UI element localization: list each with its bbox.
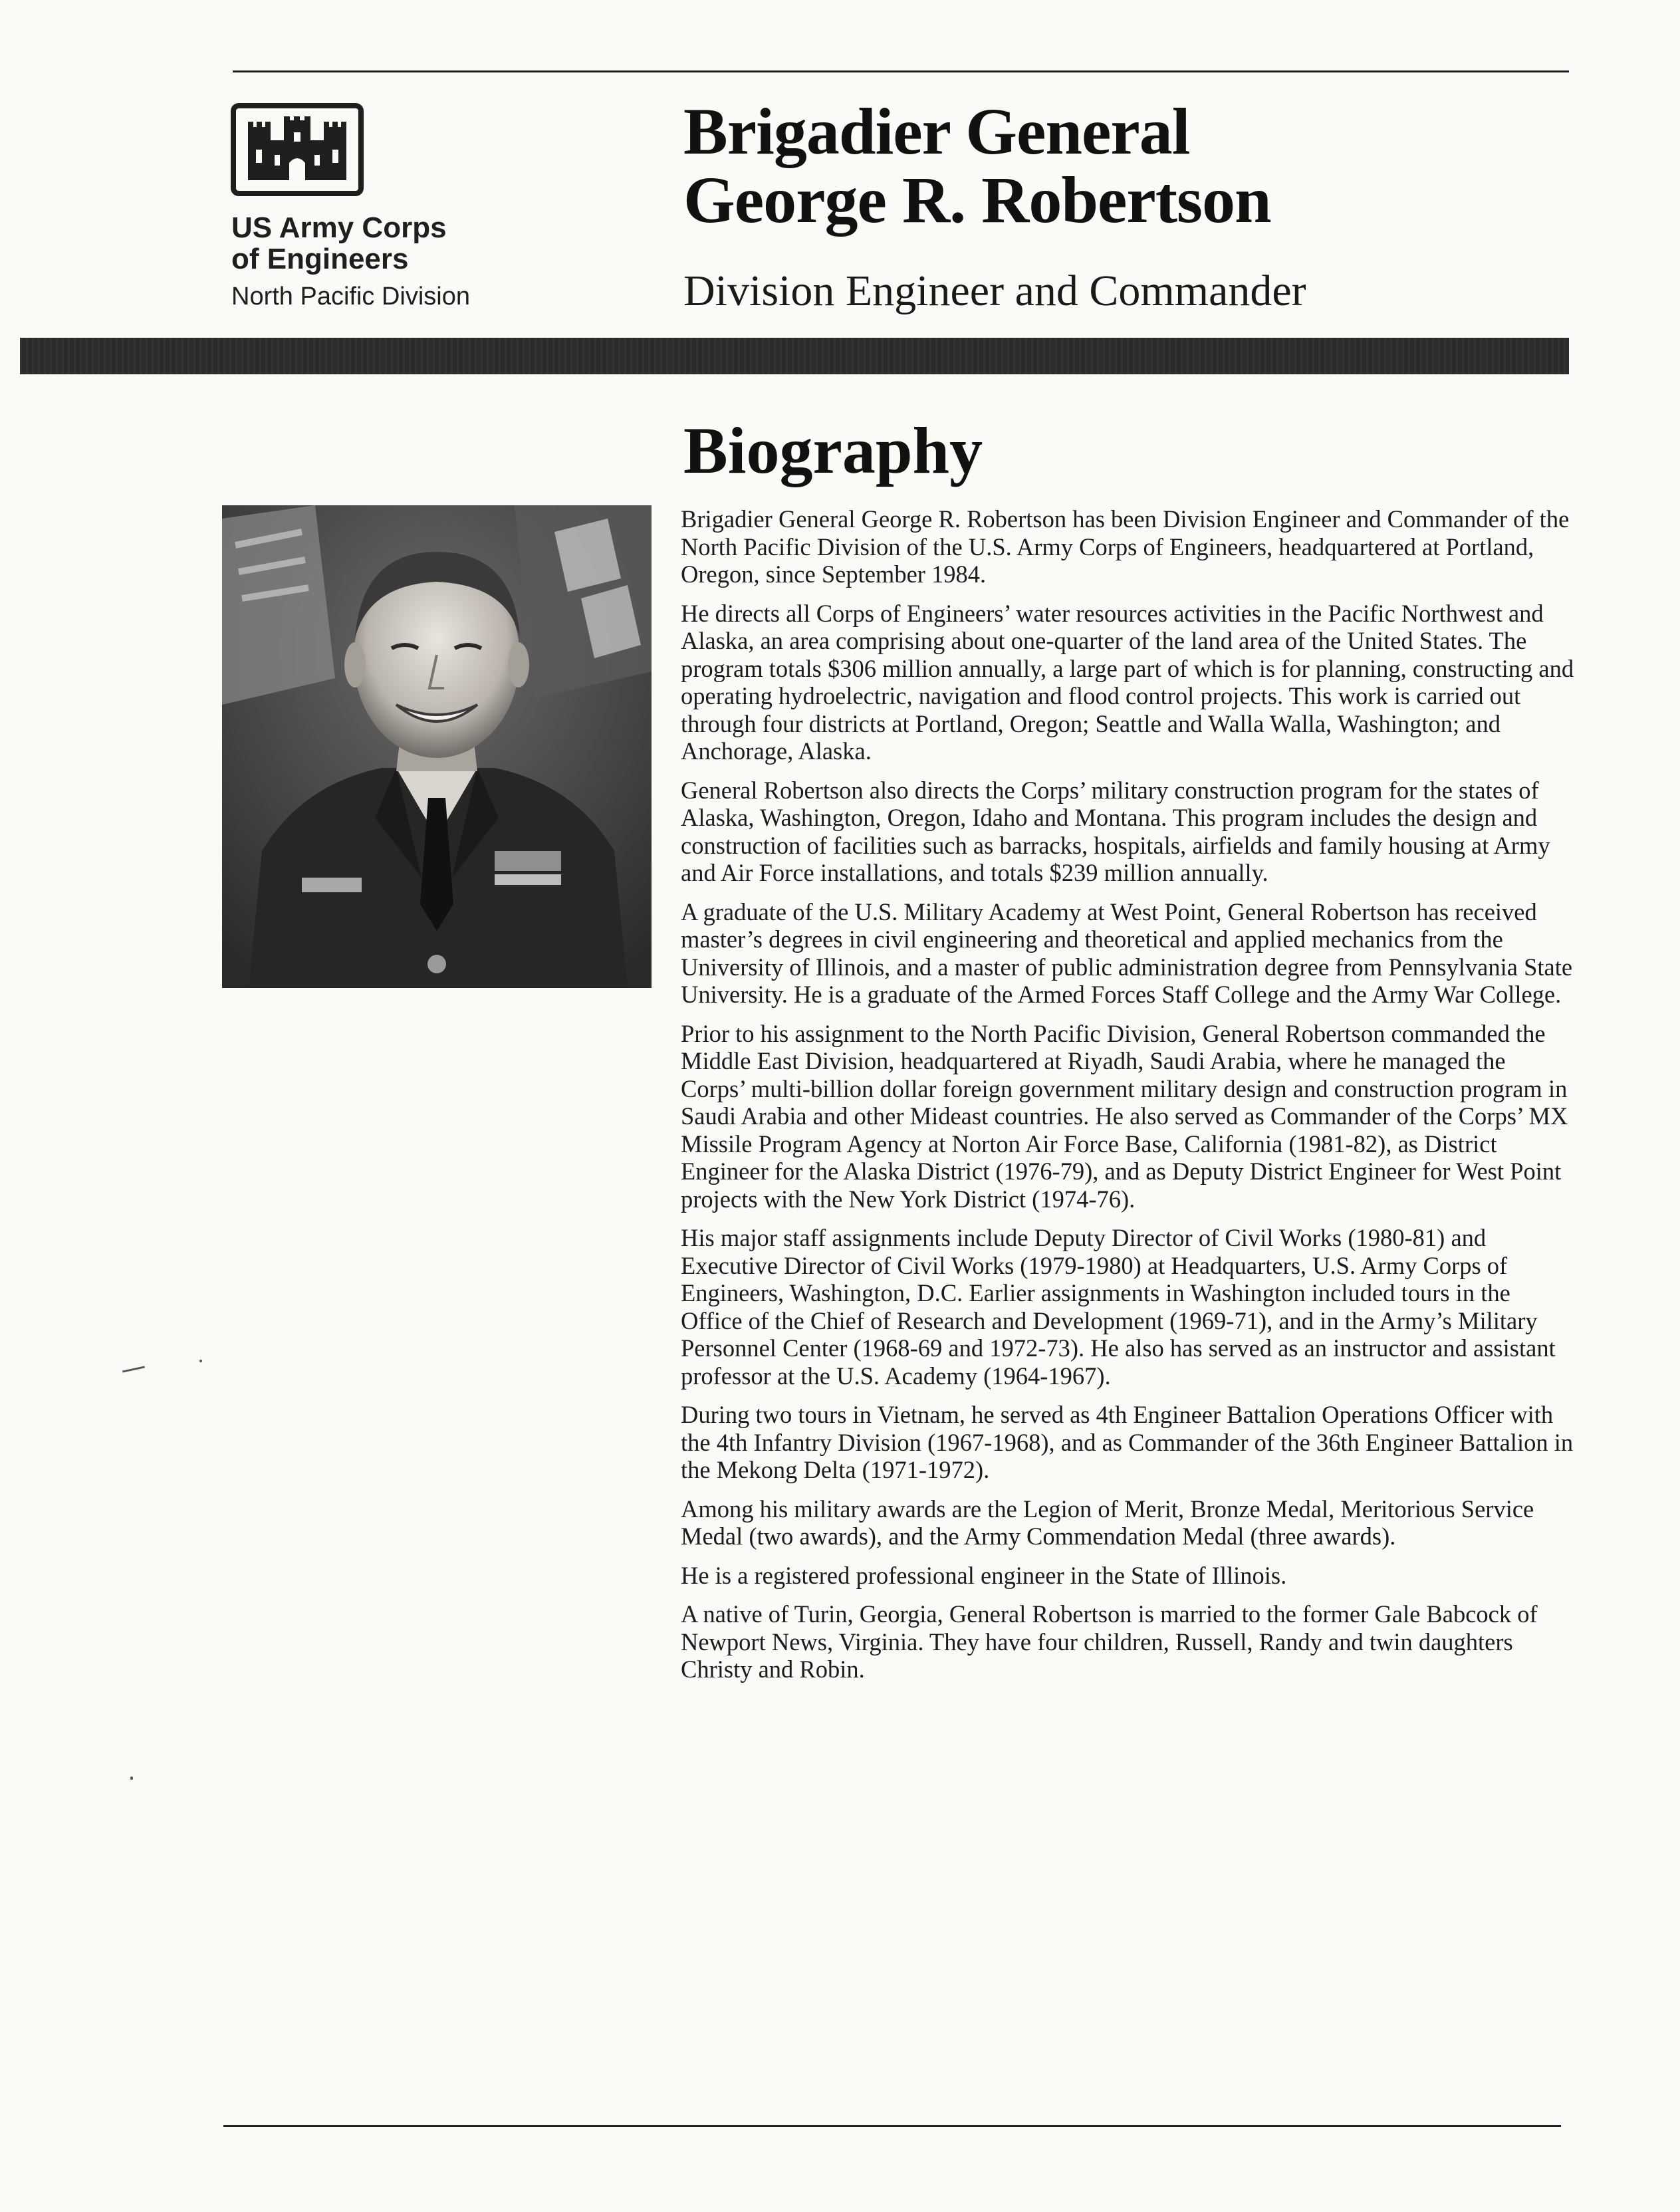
bio-paragraph: Prior to his assignment to the North Pacific Division, General Robertson commanded the Middle East Division, headquartered at Riyadh, Saudi Arabia, where he managed the Corps’ multi-billion dollar foreign government military design and construction program in Saudi Arabia and other Mideast countries. He also served as Commander of the Corps’ MX Missile Program Agency at Norton Air Force Base, California (1981-82), as District Engineer for the Alaska District (1976-79), and as Deputy District Engineer for West Point projects with the New York District (1974-76). (681, 1019, 1568, 1213)
scan-speck (199, 1360, 202, 1362)
bio-paragraph: He directs all Corps of Engineers’ water resources activities in the Pacific Northwest and Alaska, an area comprising about one-quarter of the land area of the United States. The program totals $306 million annually, a large part of which is for planning, constructing and operating hydroelectric, navigation and flood control projects. This work is carried out through four districts at Portland, Oregon; Seattle and Walla Walla, Washington; and Anchorage, Alaska. (681, 599, 1574, 765)
scan-speck (130, 1777, 133, 1780)
bottom-rule (223, 2125, 1561, 2127)
title-line2: George R. Robertson (683, 163, 1271, 237)
subtitle: Division Engineer and Commander (683, 267, 1306, 315)
castle-icon (245, 116, 349, 183)
bio-paragraph: His major staff assignments include Deputy Director of Civil Works (1980-81) and Executive Director of Civil Works (1979-1980) at Headquarters, U.S. Army Corps of Engineers, Washington, D.C. Earlier assignments in Washington included tours in the Office of the Chief of Research and Development (1969-71), and in the Army’s Military Personnel Center (1968-69 and 1972-73). He also has served as an instructor and assistant professor at the U.S. Academy (1964-1967). (681, 1224, 1556, 1390)
bio-paragraph: Brigadier General George R. Robertson has been Division Engineer and Commander of the North Pacific Division of the U.S. Army Corps of Engineers, headquartered at Portland, Oregon, since September 1984. (681, 505, 1570, 588)
bio-paragraph: General Robertson also directs the Corps’ military construction program for the states of Alaska, Washington, Oregon, Idaho and Montana. This program includes the design and construction of facilities such as barracks, hospitals, airfields and family housing at Army and Air Force installations, and totals $239 million annually. (681, 776, 1550, 886)
header-band (20, 338, 1569, 374)
castle-logo (231, 103, 364, 196)
top-rule (233, 70, 1569, 72)
org-name-line2: of Engineers (231, 243, 409, 275)
bio-paragraph: During two tours in Vietnam, he served as 4th Engineer Battalion Operations Officer with the 4th Infantry Division (1967-1968), and as Commander of the 36th Engineer Battalion in the Mekong Delta (1971-1972). (681, 1401, 1574, 1483)
bio-paragraph: A graduate of the U.S. Military Academy at West Point, General Robertson has received master’s degrees in civil engineering and theoretical and applied mechanics from the University of Illinois, and a master of public administration degree from Pennsylvania State University. He is a graduate of the Armed Forces Staff College and the Army War College. (681, 898, 1573, 1008)
section-heading: Biography (683, 414, 983, 487)
org-name-line1: US Army Corps (231, 211, 447, 244)
bio-paragraph: A native of Turin, Georgia, General Robertson is married to the former Gale Babcock of Newport News, Virginia. They have four children, Russell, Randy and twin daughters Christy and Robin. (681, 1600, 1538, 1683)
scan-speck (122, 1366, 145, 1372)
bio-paragraph: He is a registered professional engineer in the State of Illinois. (681, 1561, 1287, 1589)
bio-paragraph: Among his military awards are the Legion of Merit, Bronze Medal, Meritorious Service Medal (two awards), and the Army Commendation Medal (three awards). (681, 1495, 1534, 1550)
biography-body (681, 505, 1575, 1695)
org-division: North Pacific Division (231, 283, 470, 310)
portrait-photo-icon (222, 505, 652, 988)
title-line1: Brigadier General (683, 94, 1190, 168)
portrait-photo (222, 505, 652, 988)
